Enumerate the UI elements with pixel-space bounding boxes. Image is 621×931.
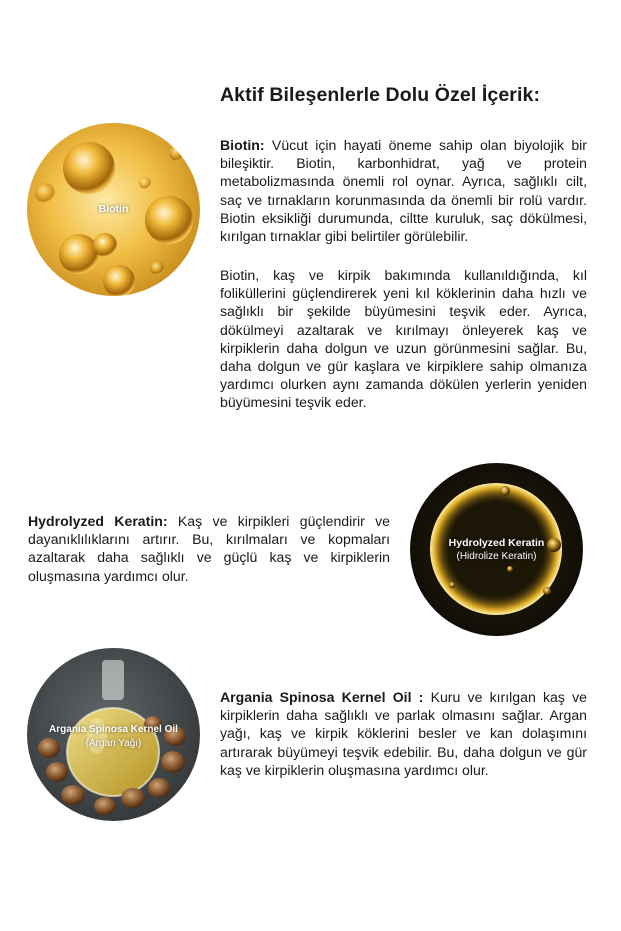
keratin-image	[410, 463, 583, 636]
biotin-paragraph-1	[220, 136, 587, 245]
keratin-image-sublabel: (Hidrolize Keratin)	[456, 551, 537, 562]
keratin-paragraph	[28, 512, 390, 585]
page-title: Aktif Bileşenlerle Dolu Özel İçerik:	[220, 84, 541, 106]
biotin-term: Biotin:	[220, 137, 265, 153]
argan-term: Argania Spinosa Kernel Oil :	[220, 689, 424, 705]
biotin-image	[27, 123, 200, 296]
biotin-paragraph-2: Biotin, kaş ve kirpik bakımında kullanıldığında, kıl foliküllerini güçlendirerek yeni kıl köklerinin daha hızlı ve sağlıklı bir şekilde büyümesini teşvik eder. Ayrıca, dökülmeyi azaltarak ve kırılmayı önleyerek kaş ve kirpiklerin daha dolgun ve uzun görünmesini sağlar. Bu, daha dolgun ve gür kaşlara ve kirpiklere sahip olmanıza yardımcı olurken aynı zamanda dökülen yerlerin yeniden büyümesini teşvik eder.	[220, 267, 587, 411]
argan-image-label: Argania Spinosa Kernel Oil	[49, 724, 178, 735]
biotin-text-1: Vücut için hayati öneme sahip olan biyolojik bir bileşiktir. Biotin, karbonhidrat, yağ ve protein metabolizmasında önemli rol oynar. Ayrıca, sağlıklı cilt, saç ve tırnakların korunmasında da önemli bir rolü vardır. Biotin eksikliği durumunda, ciltte kuruluk, saç dökülmesi, kırılgan tırnaklar gibi belirtiler görülebilir.	[220, 137, 587, 245]
argan-text: Kuru ve kırılgan kaş ve kirpiklerin daha sağlıklı ve parlak olmasını sağlar. Argan yağı, kaş ve kirpik köklerini besler ve kan dolaşımını artırarak büyümeyi teşvik edebilir. Bu, daha dolgun ve gür kaş ve kirpiklerin oluşmasına yardımcı olur.	[220, 689, 587, 778]
keratin-image-label: Hydrolyzed Keratin	[448, 537, 545, 549]
biotin-image-label: Biotin	[98, 203, 129, 215]
argan-image-sublabel: (Argan Yağı)	[85, 738, 142, 749]
keratin-text: Kaş ve kirpikleri güçlendirir ve dayanıklılıklarını artırır. Bu, kırılmaları ve kopmaları azaltarak daha sağlıklı ve güçlü kaş ve kirpiklerin oluşmasına yardımcı olur.	[28, 513, 390, 584]
keratin-term: Hydrolyzed Keratin:	[28, 513, 168, 529]
argan-image	[27, 648, 200, 821]
argan-paragraph	[220, 688, 587, 779]
